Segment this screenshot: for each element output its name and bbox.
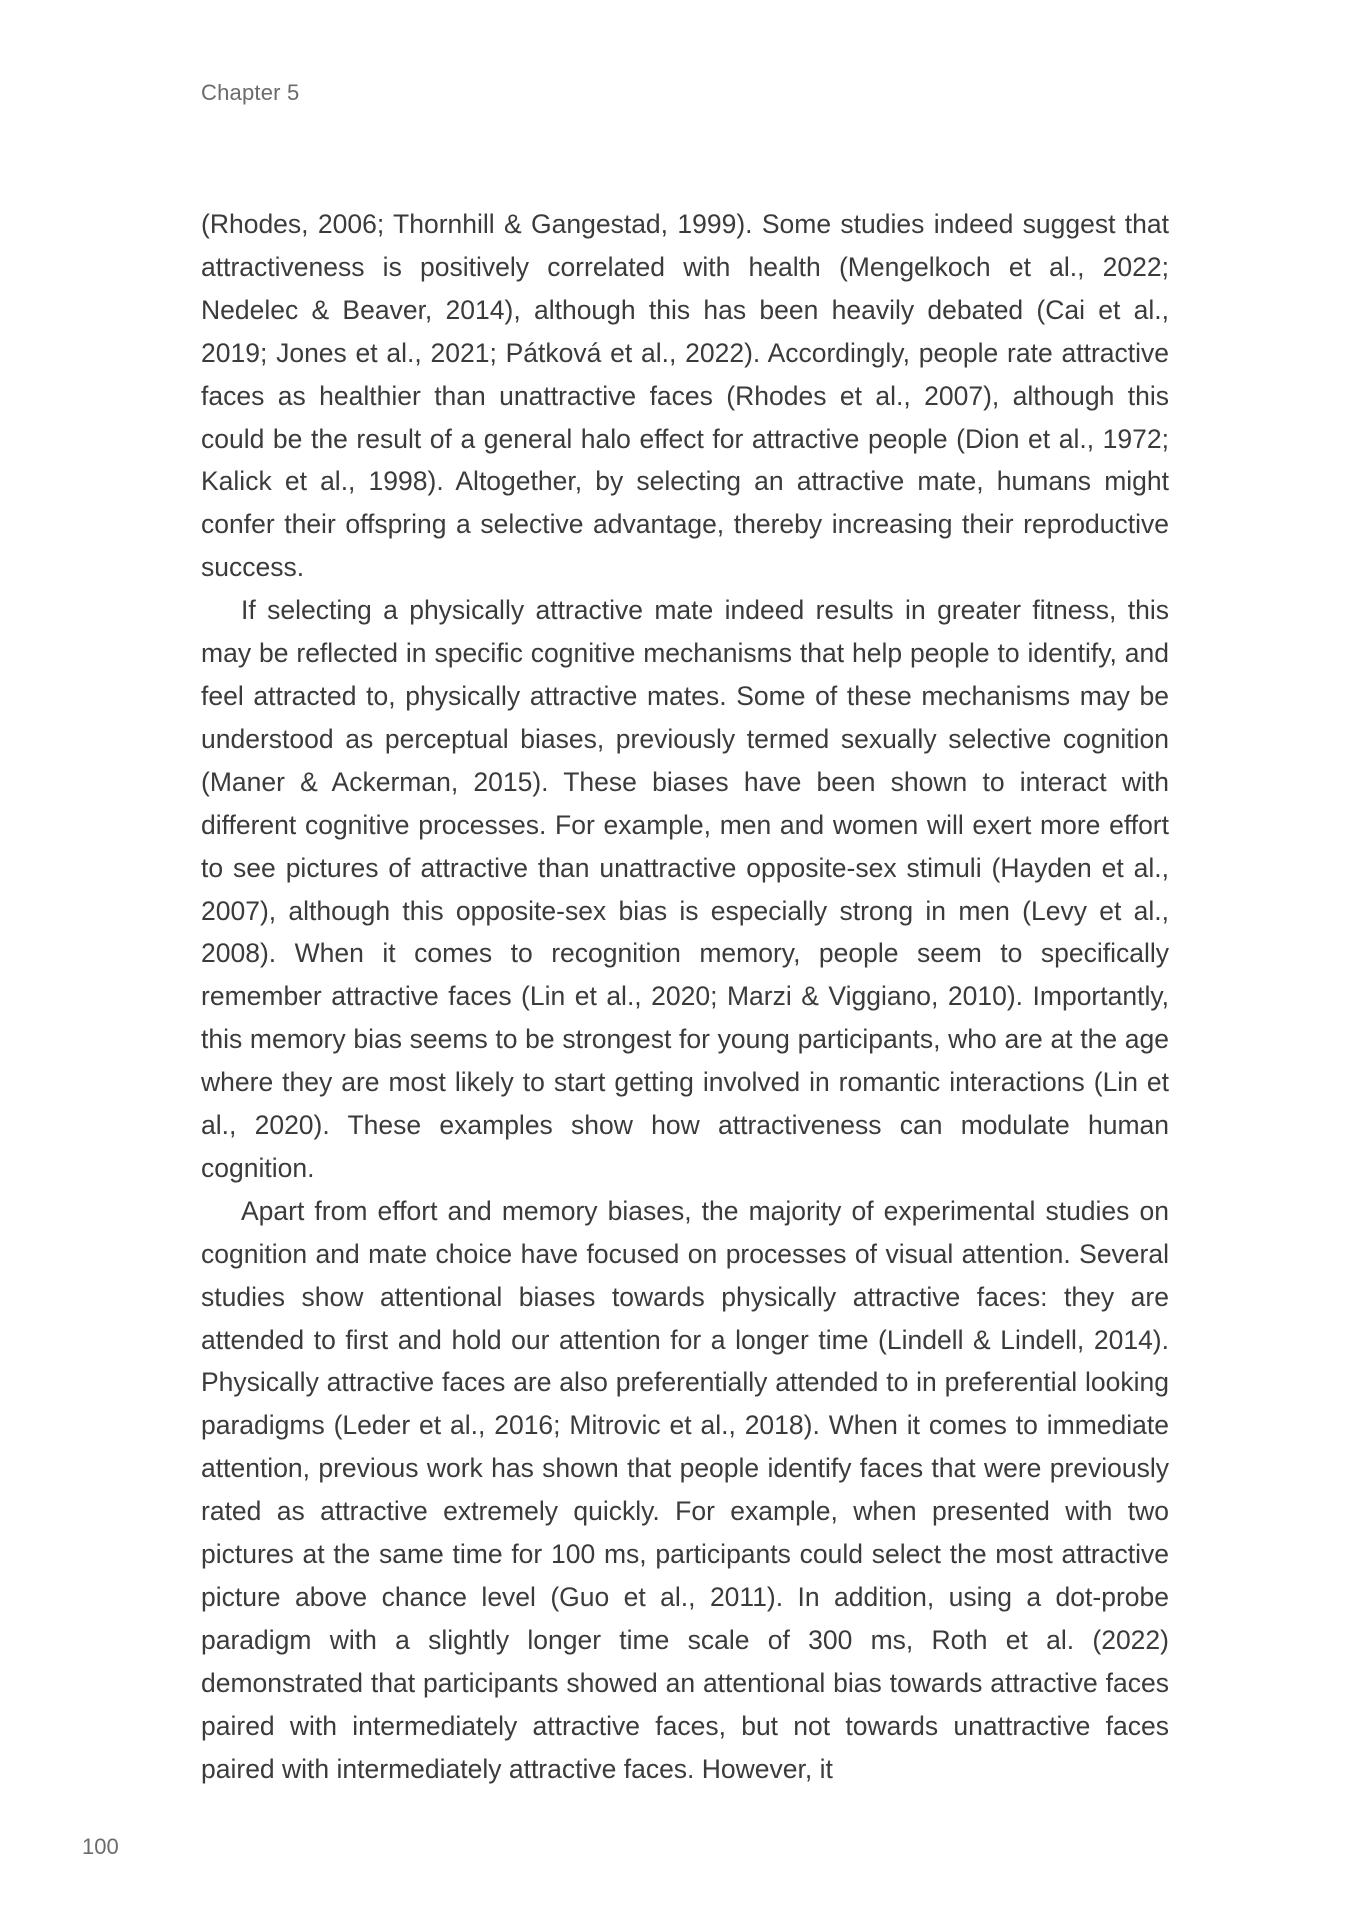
body-text <box>201 203 1169 1791</box>
paragraph-2: If selecting a physically attractive mate indeed results in greater fitness, this may be reflected in specific cognitive mechanisms that help people to identify, and feel attracted to, physically attractive mates. Some of these mechanisms may be understood as perceptual biases, previously termed sexually selective cognition (Maner & Ackerman, 2015). These biases have been shown to interact with different cognitive processes. For example, men and women will exert more effort to see pictures of attractive than unattractive opposite-sex stimuli (Hayden et al., 2007), although this opposite-sex bias is especially strong in men (Levy et al., 2008). When it comes to recognition memory, people seem to specifically remember attractive faces (Lin et al., 2020; Marzi & Viggiano, 2010). Importantly, this memory bias seems to be strongest for young participants, who are at the age where they are most likely to start getting involved in romantic interactions (Lin et al., 2020). These examples show how attractiveness can modulate human cognition. <box>201 595 1169 1183</box>
paragraph-3: Apart from effort and memory biases, the majority of experimental studies on cognition and mate choice have focused on processes of visual attention. Several studies show attentional biases towards physically attractive faces: they are attended to first and hold our attention for a longer time (Lindell & Lindell, 2014). Physically attractive faces are also preferentially attended to in preferential looking paradigms (Leder et al., 2016; Mitrovic et al., 2018). When it comes to immediate attention, previous work has shown that people identify faces that were previously rated as attractive extremely quickly. For example, when presented with two pictures at the same time for 100 ms, participants could select the most attractive picture above chance level (Guo et al., 2011). In addition, using a dot-probe paradigm with a slightly longer time scale of 300 ms, Roth et al. (2022) demonstrated that participants showed an attentional bias towards attractive faces paired with intermediately attractive faces, but not towards unattractive faces paired with intermediately attractive faces. However, it <box>201 1195 1169 1784</box>
paragraph-1: (Rhodes, 2006; Thornhill & Gangestad, 1999). Some studies indeed suggest that attractiveness is positively correlated with health (Mengelkoch et al., 2022; Nedelec & Beaver, 2014), although this has been heavily debated (Cai et al., 2019; Jones et al., 2021; Pátková et al., 2022). Accordingly, people rate attractive faces as healthier than unattractive faces (Rhodes et al., 2007), although this could be the result of a general halo effect for attractive people (Dion et al., 1972; Kalick et al., 1998). Altogether, by selecting an attractive mate, humans might confer their offspring a selective advantage, thereby increasing their reproductive success. <box>201 209 1169 583</box>
page-number: 100 <box>82 1834 119 1859</box>
running-head: Chapter 5 <box>201 80 300 105</box>
